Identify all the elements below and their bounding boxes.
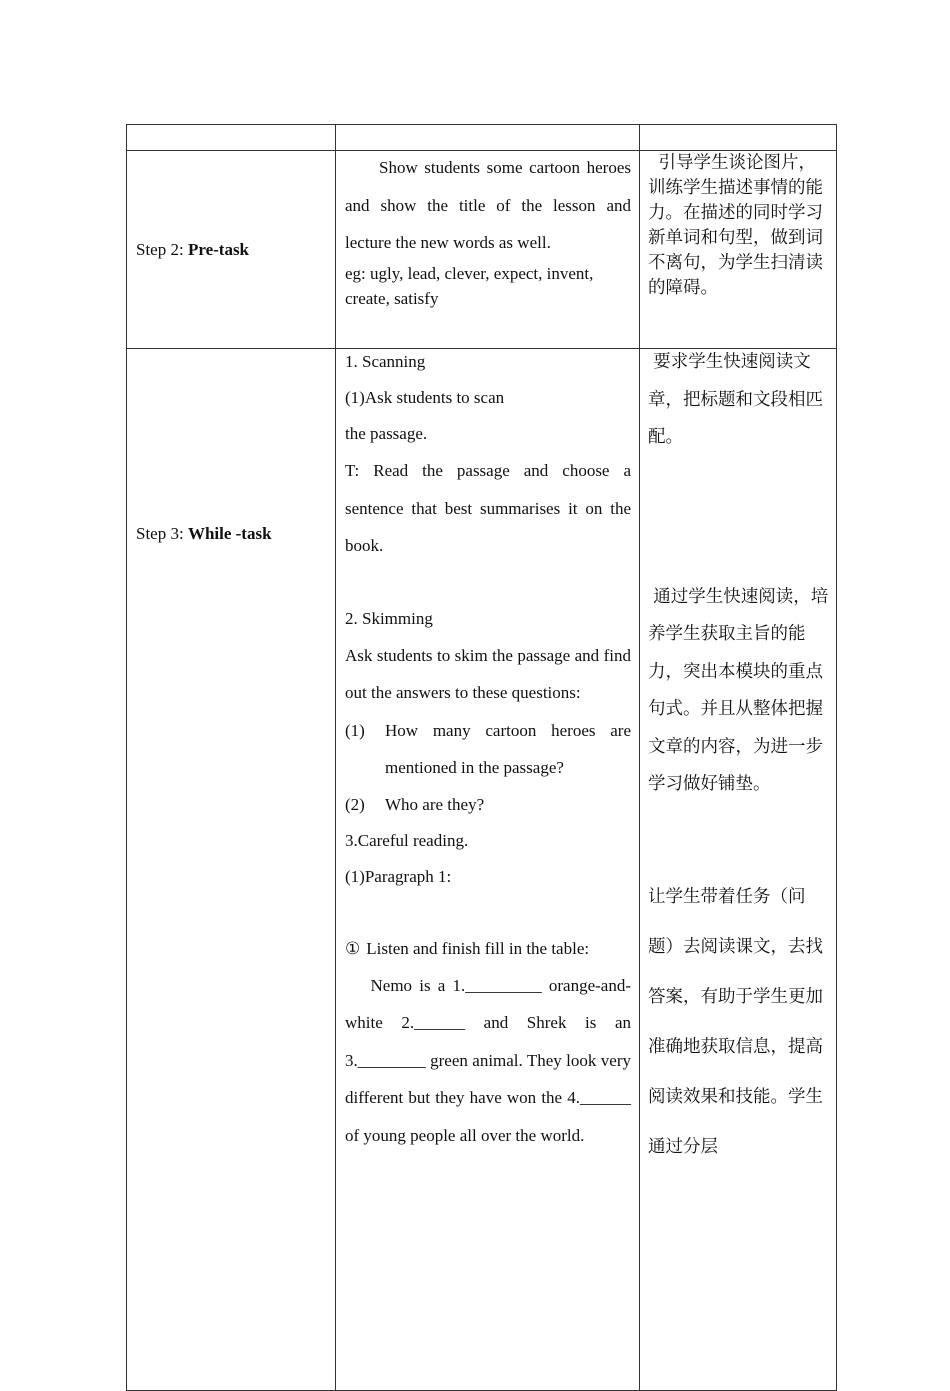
empty-cell	[336, 125, 640, 151]
header-row	[127, 125, 837, 151]
careful-reading-title: 3.Careful reading.	[345, 830, 469, 850]
paragraph-1-label: (1)Paragraph 1:	[345, 866, 452, 886]
pre-task-description: Show students some cartoon heroes and show the title of the lesson and lecture the new words as well.	[345, 158, 631, 252]
question-1	[345, 712, 631, 787]
pre-task-purpose: 引导学生谈论图片，训练学生描述事情的能力。在描述的同时学习新单词和句型，做到词不离句，为学生扫清读的障碍。	[648, 153, 823, 298]
step-name: Pre-task	[187, 239, 250, 259]
empty-cell	[640, 125, 837, 151]
spacer	[345, 895, 631, 931]
circled-one-marker: ①	[345, 938, 361, 958]
step-prefix: Step 2:	[136, 239, 188, 259]
scanning-purpose: 要求学生快速阅读文章，把标题和文段相匹配。	[648, 352, 823, 447]
step-3-row	[127, 349, 837, 1391]
skimming-task: Ask students to skim the passage and find out the answers to these questions:	[345, 645, 631, 702]
listen-instruction	[345, 931, 631, 967]
scanning-line-1: (1)Ask students to scan	[345, 388, 505, 407]
careful-reading-purpose: 让学生带着任务（问题）去阅读课文，去找答案，有助于学生更加准确地获取信息，提高阅读效果和技能。学生通过分层	[648, 886, 823, 1157]
step-2-row	[127, 151, 837, 349]
step-prefix: Step 3:	[136, 524, 188, 543]
question-text: Who are they?	[385, 794, 485, 814]
lesson-plan-table	[126, 124, 837, 1391]
step-3-purpose-cell	[640, 349, 837, 1391]
scanning-task: T: Read the passage and choose a sentence that best summarises it on the book.	[345, 461, 631, 555]
skimming-purpose: 通过学生快速阅读，培养学生获取主旨的能力，突出本模块的重点句式。并且从整体把握文章的内容，为进一步学习做好铺垫。	[648, 586, 829, 794]
step-3-label-cell	[127, 349, 336, 1391]
step-name: While -task	[187, 524, 272, 543]
fill-in-passage: Nemo is a 1._________ orange-and-white 2.______ and Shrek is an 3.________ green animal. They look very different but they have won the 4.______ of young people all over the world.	[345, 975, 631, 1145]
listen-text: Listen and finish fill in the table:	[366, 938, 590, 958]
step-2-purpose-cell	[640, 151, 837, 349]
step-3-content-cell	[336, 349, 640, 1391]
new-words-example: eg: ugly, lead, clever, expect, invent, create, satisfy	[345, 263, 594, 308]
step-2-content-cell	[336, 151, 640, 349]
step-2-label-cell	[127, 151, 336, 349]
question-2	[345, 787, 631, 823]
scanning-title: 1. Scanning	[345, 352, 426, 371]
question-text: How many cartoon heroes are mentioned in the passage?	[385, 720, 631, 777]
spacer	[345, 565, 631, 601]
skimming-title: 2. Skimming	[345, 608, 433, 628]
question-number: (1)	[345, 720, 365, 740]
scanning-line-2: the passage.	[345, 424, 428, 443]
empty-cell	[127, 125, 336, 151]
question-number: (2)	[345, 794, 365, 814]
